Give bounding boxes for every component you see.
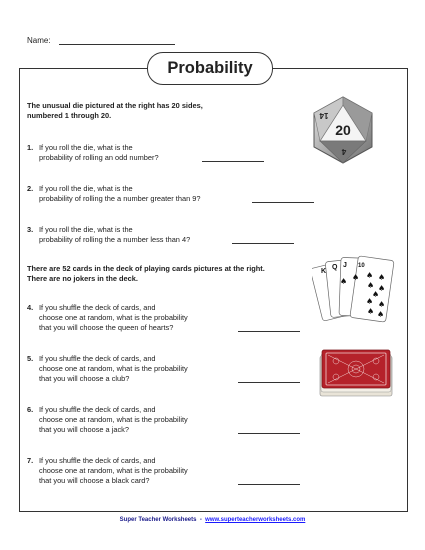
question-line: If you roll the die, what is the: [39, 225, 133, 234]
question-line: If you shuffle the deck of cards, and: [39, 354, 156, 363]
question-text: [39, 225, 190, 245]
question-text: [39, 303, 188, 333]
svg-text:♠: ♠: [352, 273, 360, 282]
question-number: 4.: [27, 303, 34, 312]
card-rank: J: [343, 262, 347, 269]
footer-brand: Super Teacher Worksheets: [119, 517, 197, 523]
footer: [0, 517, 425, 523]
svg-text:♠: ♠: [340, 277, 348, 286]
question-line: If you shuffle the deck of cards, and: [39, 456, 156, 465]
question-line: If you shuffle the deck of cards, and: [39, 405, 156, 414]
question-number: 7.: [27, 456, 34, 465]
question-text: [39, 354, 188, 384]
die-face-number: 20: [335, 122, 351, 138]
name-label: Name:: [27, 36, 51, 45]
answer-line-7[interactable]: [238, 484, 300, 485]
die-intro-line: The unusual die pictured at the right has 20 sides,: [27, 101, 203, 110]
svg-text:♠: ♠: [377, 310, 385, 319]
card-rank: Q: [332, 264, 338, 271]
cards-intro-line: There are no jokers in the deck.: [27, 274, 138, 283]
answer-line-1[interactable]: [202, 161, 264, 162]
name-line[interactable]: [59, 44, 175, 45]
question-number: 2.: [27, 184, 34, 193]
svg-text:♠: ♠: [367, 281, 375, 290]
question-line: If you roll the die, what is the: [39, 143, 133, 152]
question-number: 3.: [27, 225, 34, 234]
question-line: that you will choose a jack?: [39, 425, 129, 434]
answer-line-5[interactable]: [238, 382, 300, 383]
answer-line-3[interactable]: [232, 243, 294, 244]
svg-text:♠: ♠: [378, 284, 386, 293]
cards-intro: [27, 264, 265, 284]
svg-text:♠: ♠: [378, 273, 386, 282]
page-title: Probability: [147, 52, 273, 85]
question-text: [39, 143, 159, 163]
question-line: that you will choose a club?: [39, 374, 130, 383]
question-line: probability of rolling the a number greater than 9?: [39, 194, 201, 203]
svg-text:♠: ♠: [366, 271, 374, 280]
question-line: that you will choose the queen of hearts?: [39, 323, 174, 332]
card-rank: K: [321, 268, 327, 275]
spade-cards-image: [312, 254, 396, 334]
die-intro-line: numbered 1 through 20.: [27, 111, 112, 120]
svg-text:♠: ♠: [378, 300, 386, 309]
svg-text:♠: ♠: [372, 290, 380, 299]
svg-text:♠: ♠: [367, 307, 375, 316]
cards-intro-line: There are 52 cards in the deck of playing cards pictures at the right.: [27, 264, 265, 273]
question-text: [39, 405, 188, 435]
die-side-number: 4: [341, 147, 347, 156]
question-line: If you shuffle the deck of cards, and: [39, 303, 156, 312]
question-line: choose one at random, what is the probability: [39, 313, 188, 322]
question-line: probability of rolling the a number less than 4?: [39, 235, 191, 244]
answer-line-2[interactable]: [252, 202, 314, 203]
question-number: 1.: [27, 143, 34, 152]
question-number: 6.: [27, 405, 34, 414]
question-line: probability of rolling an odd number?: [39, 153, 159, 162]
question-line: If you roll the die, what is the: [39, 184, 133, 193]
card-deck-image: [318, 348, 394, 398]
question-line: choose one at random, what is the probability: [39, 415, 188, 424]
question-text: [39, 456, 188, 486]
question-number: 5.: [27, 354, 34, 363]
question-line: choose one at random, what is the probability: [39, 364, 188, 373]
footer-separator: -: [199, 517, 202, 523]
question-line: choose one at random, what is the probability: [39, 466, 188, 475]
question-text: [39, 184, 200, 204]
die-side-number: 14: [319, 111, 329, 120]
answer-line-6[interactable]: [238, 433, 300, 434]
answer-line-4[interactable]: [238, 331, 300, 332]
die-intro: [27, 101, 203, 121]
svg-text:♠: ♠: [366, 297, 374, 306]
question-line: that you will choose a black card?: [39, 476, 150, 485]
footer-link[interactable]: www.superteacherworksheets.com: [205, 517, 306, 523]
twenty-sided-die-image: [308, 95, 378, 165]
card-rank: 10: [358, 263, 365, 269]
